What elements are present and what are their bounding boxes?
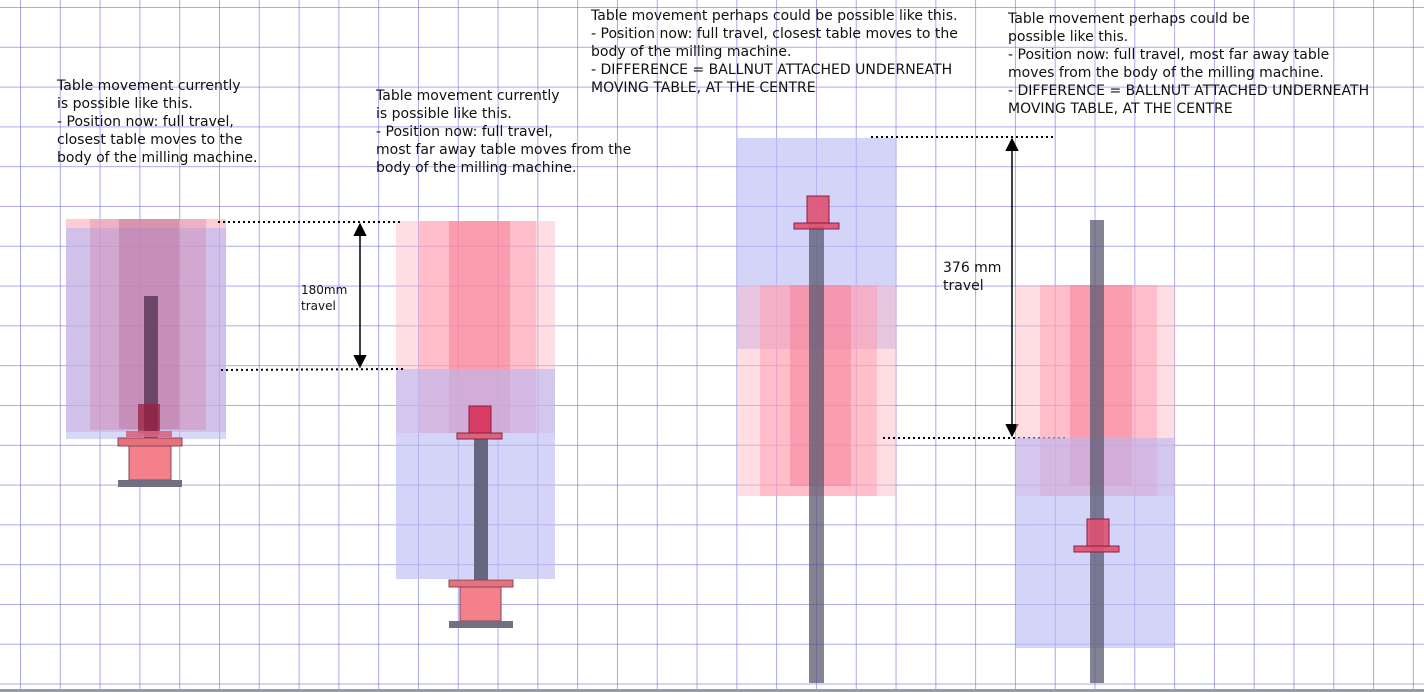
note-current-closest <box>57 77 257 167</box>
ball-nut <box>1087 519 1109 547</box>
note-current-farthest <box>376 87 631 177</box>
note-proposed-farthest <box>1008 10 1369 118</box>
note-line: Table movement currently <box>57 78 241 94</box>
travel-caption: travel <box>301 299 336 313</box>
lead-screw <box>809 226 824 683</box>
note-line: Table movement perhaps could be <box>1008 11 1250 27</box>
ball-nut <box>807 196 829 224</box>
motor-mount-base <box>449 621 513 628</box>
note-line: most far away table moves from the <box>376 142 632 158</box>
note-line: body of the milling machine. <box>376 160 577 176</box>
lead-screw <box>1090 220 1104 683</box>
note-line: possible like this. <box>1008 29 1129 45</box>
assembly-proposed-closest <box>737 138 896 683</box>
travel-caption: travel <box>943 278 984 294</box>
note-line: - DIFFERENCE = BALLNUT ATTACHED UNDERNEATH <box>1008 83 1370 99</box>
extension-line-bottom <box>221 369 403 370</box>
note-line: MOVING TABLE, AT THE CENTRE <box>1008 101 1233 117</box>
nut-flange <box>457 433 502 439</box>
proposed-travel-label <box>943 259 1001 295</box>
motor-mount-base <box>118 480 182 487</box>
assembly-current-closest <box>66 219 226 487</box>
nut-flange <box>1074 546 1119 552</box>
ball-nut <box>469 406 491 434</box>
bearing-housing <box>129 446 171 480</box>
nut-flange <box>794 223 839 229</box>
lead-screw <box>474 437 488 581</box>
ball-nut <box>138 404 160 434</box>
note-line: MOVING TABLE, AT THE CENTRE <box>591 80 816 96</box>
note-line: body of the milling machine. <box>57 150 258 166</box>
note-line: - Position now: full travel, <box>376 124 553 140</box>
bearing-housing <box>460 587 501 621</box>
bearing-flange <box>118 438 182 446</box>
travel-value: 376 mm <box>943 260 1002 276</box>
note-line: - Position now: full travel, <box>57 114 234 130</box>
assembly-proposed-farthest <box>1016 220 1175 683</box>
note-line: - Position now: full travel, closest table moves to the <box>591 26 958 42</box>
note-line: moves from the body of the milling machine. <box>1008 65 1324 81</box>
travel-value: 180mm <box>301 283 348 297</box>
note-line: Table movement currently <box>376 88 560 104</box>
bearing-flange <box>449 580 513 587</box>
note-line: closest table moves to the <box>57 132 243 148</box>
note-proposed-closest <box>591 7 958 97</box>
current-travel-label <box>301 282 347 314</box>
assembly-current-farthest <box>396 221 555 628</box>
note-line: Table movement perhaps could be possible like this. <box>591 8 958 24</box>
note-line: is possible like this. <box>57 96 193 112</box>
nut-flange <box>126 431 172 437</box>
note-line: is possible like this. <box>376 106 512 122</box>
note-line: - Position now: full travel, most far away table <box>1008 47 1330 63</box>
note-line: body of the milling machine. <box>591 44 792 60</box>
note-line: - DIFFERENCE = BALLNUT ATTACHED UNDERNEATH <box>591 62 953 78</box>
